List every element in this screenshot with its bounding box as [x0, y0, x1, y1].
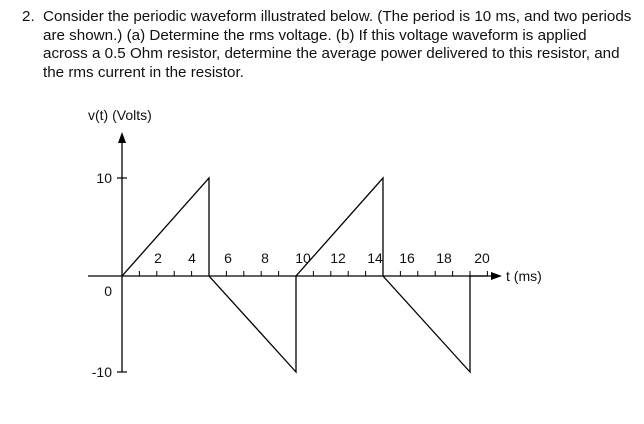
y-tick-label-10: 10 [96, 170, 112, 186]
x-tick-label-16: 16 [399, 250, 415, 266]
x-tick-label-14: 14 [367, 250, 383, 266]
x-axis-label: t (ms) [506, 268, 542, 284]
y-axis-arrow [118, 132, 126, 143]
x-tick-label-18: 18 [436, 250, 452, 266]
x-tick-label-12: 12 [330, 250, 346, 266]
waveform-line [122, 178, 487, 372]
x-tick-label-2: 2 [154, 250, 162, 266]
problem-number: 2. [22, 8, 35, 25]
problem-text: Consider the periodic waveform illustrated below. (The period is 10 ms, and two periods are shown.) (a) Determine the rms voltage. (b) If this voltage waveform is applied across a 0.5 Ohm resistor, determine the average power delivered to this resistor, and the rms current in the resistor. [43, 8, 632, 81]
x-tick-label-10: 10 [295, 250, 311, 266]
y-axis-label: v(t) (Volts) [88, 107, 152, 123]
x-tick-label-6: 6 [224, 250, 232, 266]
x-axis-arrow [491, 272, 502, 280]
x-minor-ticks [139, 271, 487, 276]
x-tick-label-8: 8 [261, 250, 269, 266]
y-tick-label-neg10: -10 [91, 364, 112, 380]
y-tick-label-0: 0 [104, 283, 112, 299]
x-tick-label-4: 4 [188, 250, 196, 266]
x-tick-label-20: 20 [474, 250, 490, 266]
